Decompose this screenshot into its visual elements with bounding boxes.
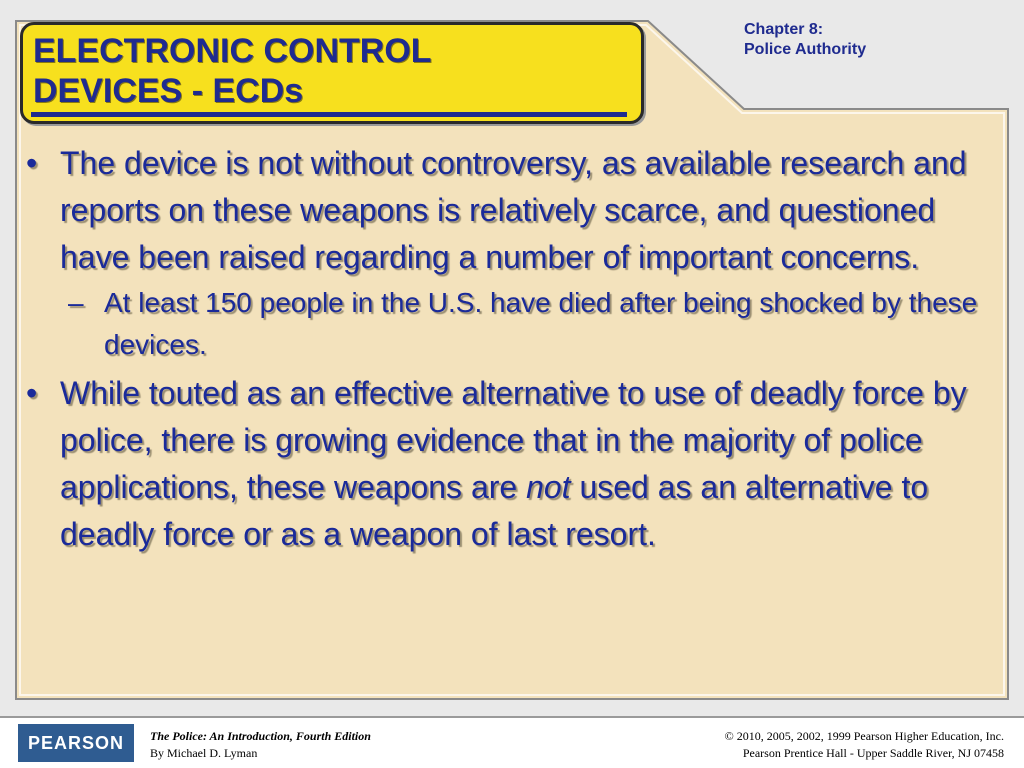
footer (0, 716, 1024, 768)
bullet-item (24, 370, 984, 558)
book-info (150, 728, 371, 762)
title-underline (31, 112, 627, 117)
bullet-marker: • (26, 145, 38, 181)
title-line-2: DEVICES - ECDs (33, 72, 304, 110)
bullet-marker: • (26, 375, 38, 411)
title-box (20, 22, 644, 124)
bullet-text: The device is not without controversy, as available research and reports on these weapons is relatively scarce, and questioned have been raised regarding a number of important concerns. (60, 145, 967, 275)
book-author: By Michael D. Lyman (150, 746, 258, 760)
publisher-line: Pearson Prentice Hall - Upper Saddle River, NJ 07458 (742, 746, 1004, 760)
sub-bullet-item (24, 282, 984, 366)
slide-title (33, 31, 633, 111)
chapter-title: Police Authority (744, 41, 867, 58)
bullet-text-after: used as an alternative to deadly force or as a weapon of last resort. (60, 469, 929, 552)
emphasized-word: not (526, 469, 571, 505)
bullet-list (24, 140, 984, 558)
bullet-text-before: While touted as an effective alternative to use of deadly force by police, there is growing evidence that in the majority of police applications, these weapons are (60, 375, 967, 505)
bullet-item (24, 140, 984, 281)
copyright-line: © 2010, 2005, 2002, 1999 Pearson Higher Education, Inc. (724, 729, 1004, 743)
sub-bullet-text: At least 150 people in the U.S. have died after being shocked by these devices. (104, 287, 978, 360)
title-line-1: ELECTRONIC CONTROL (33, 32, 432, 70)
pearson-logo: PEARSON (18, 724, 134, 762)
copyright-notice (725, 728, 1004, 762)
chapter-label (744, 20, 866, 60)
chapter-number: Chapter 8: (744, 21, 824, 38)
bullet-text (60, 375, 967, 552)
book-title: The Police: An Introduction, Fourth Edition (150, 729, 371, 743)
sub-bullet-marker: – (68, 287, 84, 318)
